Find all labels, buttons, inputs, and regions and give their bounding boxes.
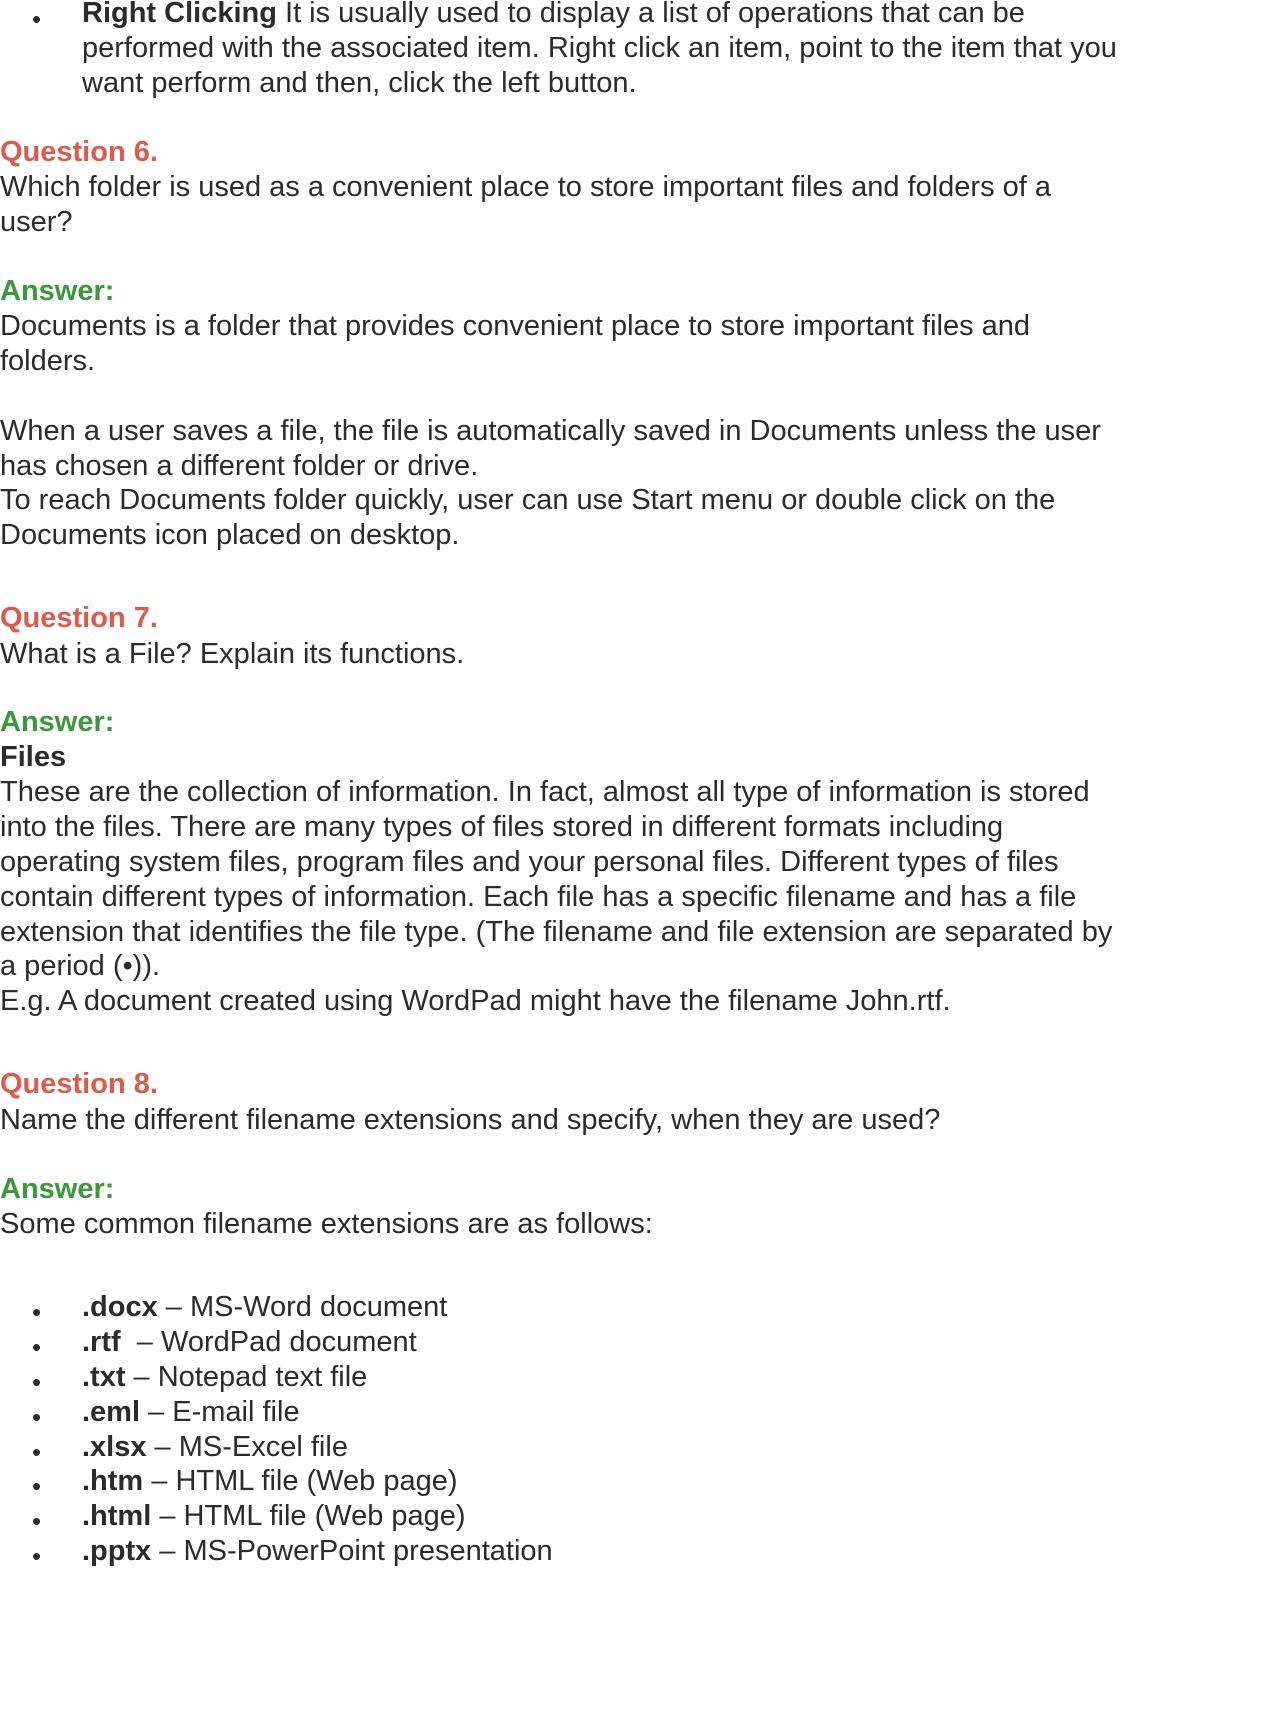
extension-desc: – MS-PowerPoint presentation [151,1535,553,1567]
list-item [82,1358,367,1396]
extension-term: .eml [82,1396,141,1428]
question-6-text-line-1: Which folder is used as a convenient place to store important files and folders of a [0,171,1052,203]
answer-8-heading: Answer: [0,1173,115,1205]
extension-desc: – HTML file (Web page) [143,1465,458,1497]
extension-term: .docx [82,1291,158,1323]
question-6-text-line-2: user? [0,206,73,238]
extension-desc: – HTML file (Web page) [151,1500,466,1532]
extension-desc: – WordPad document [120,1326,417,1358]
extension-term: .htm [82,1465,144,1497]
question-8-heading: Question 8. [0,1068,158,1100]
files-subheading: Files [0,741,67,773]
answer-7-line-4: contain different types of information. Each file has a specific filename and has a file [0,881,1077,913]
answer-7-heading: Answer: [0,706,115,738]
list-item-right-clicking [82,0,1025,32]
answer-7-line-5: extension that identifies the file type. (The filename and file extension are separated by [0,916,1113,948]
right-clicking-line-2: performed with the associated item. Right click an item, point to the item that you [82,32,1117,64]
answer-6-line-1: Documents is a folder that provides convenient place to store important files and [0,310,1031,342]
bullet-marker: • [32,1471,42,1501]
answer-7-line-1: These are the collection of information. In fact, almost all type of information is stored [0,776,1090,808]
extension-desc: – E-mail file [140,1396,300,1428]
question-8-text-line-1: Name the different filename extensions and specify, when they are used? [0,1104,941,1136]
list-item [82,1323,417,1361]
extension-desc: – MS-Excel file [146,1431,348,1463]
list-item [82,1428,348,1466]
extension-term: .txt [82,1361,126,1393]
extension-term: .xlsx [82,1431,147,1463]
answer-8-line-1: Some common filename extensions are as follows: [0,1208,653,1240]
answer-7-line-6: a period (•)). [0,950,161,982]
bullet-marker: • [32,1332,42,1362]
answer-6-line-6: Documents icon placed on desktop. [0,519,460,551]
bullet-marker: • [32,1402,42,1432]
answer-7-line-3: operating system files, program files and your personal files. Different types of files [0,846,1059,878]
answer-7-line-2: into the files. There are many types of files stored in different formats including [0,811,1004,843]
extension-desc: – MS-Word document [157,1291,448,1323]
bullet-marker: • [32,1437,42,1467]
answer-6-line-2: folders. [0,345,96,377]
list-item [82,1532,553,1570]
bullet-marker: • [32,1367,42,1397]
bullet-marker: • [32,1541,42,1571]
answer-6-line-3: When a user saves a file, the file is automatically saved in Documents unless the user [0,415,1101,447]
extension-term: .html [82,1500,152,1532]
question-7-heading: Question 7. [0,602,158,634]
extension-term: .pptx [82,1535,152,1567]
list-item [82,1393,300,1431]
list-item [82,1288,447,1326]
extension-desc: – Notepad text file [125,1361,368,1393]
bullet-marker: • [32,1506,42,1536]
answer-6-line-5: To reach Documents folder quickly, user can use Start menu or double click on the [0,484,1056,516]
answer-7-line-7: E.g. A document created using WordPad might have the filename John.rtf. [0,985,951,1017]
extension-term: .rtf [82,1326,121,1358]
question-7-text-line-1: What is a File? Explain its functions. [0,638,465,670]
list-item [82,1462,458,1500]
right-clicking-line-3: want perform and then, click the left button. [82,67,637,99]
answer-6-line-4: has chosen a different folder or drive. [0,450,479,482]
answer-6-heading: Answer: [0,275,115,307]
term-right-clicking: Right Clicking [82,0,277,29]
bullet-marker: • [32,1297,42,1327]
question-6-heading: Question 6. [0,136,158,168]
bullet-marker: • [32,4,42,34]
right-clicking-line-1: It is usually used to display a list of operations that can be [276,0,1025,29]
list-item [82,1497,466,1535]
